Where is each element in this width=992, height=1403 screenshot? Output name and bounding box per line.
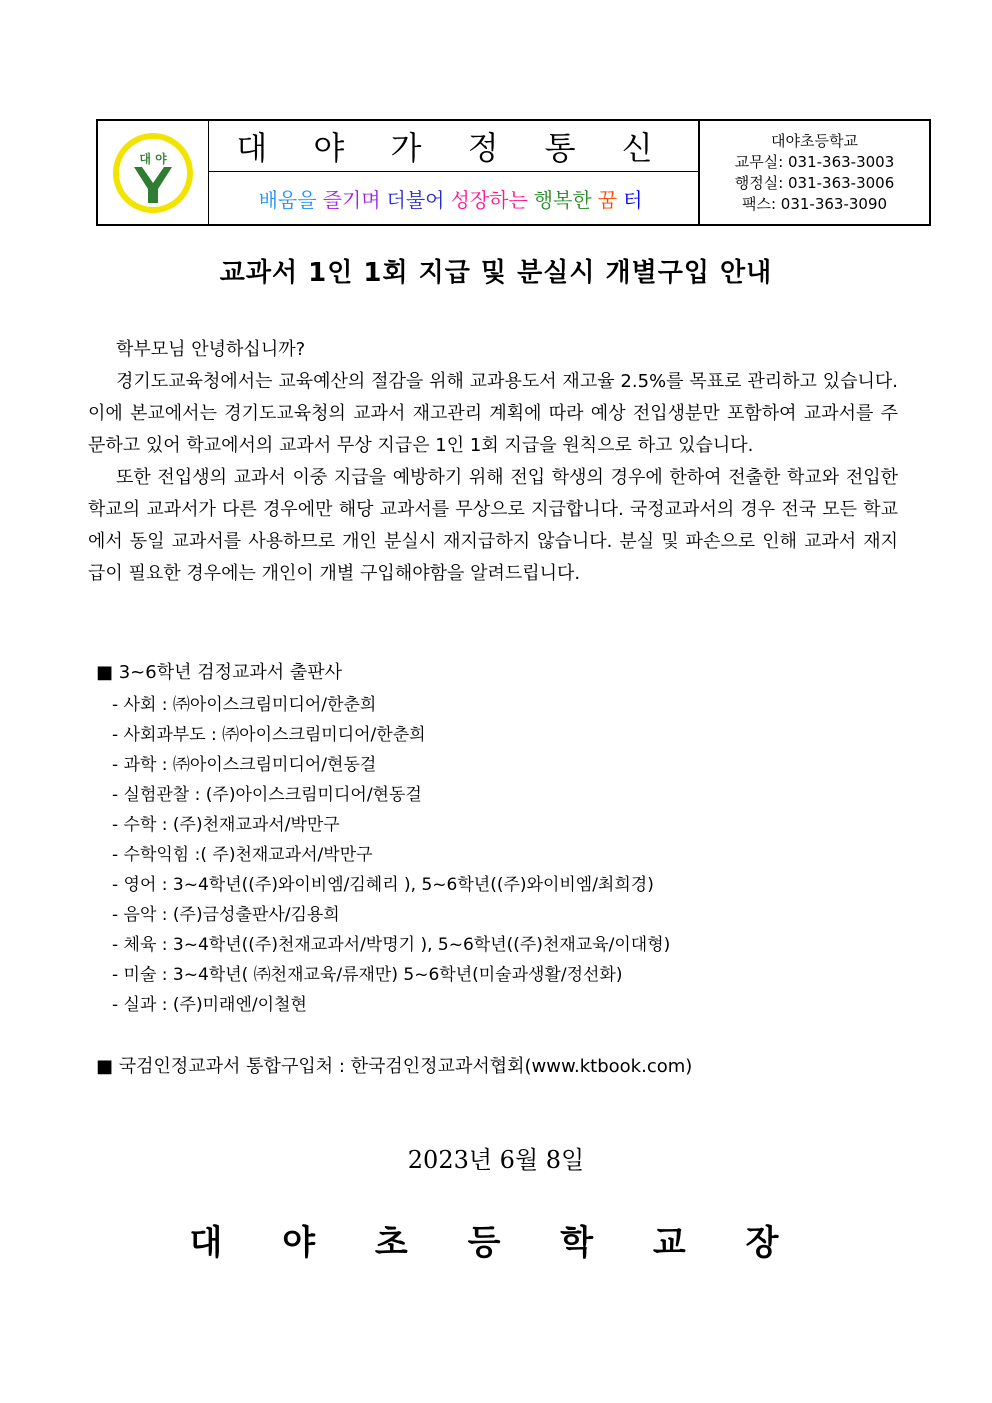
paragraph-1: 경기도교육청에서는 교육예산의 절감을 위해 교과용도서 재고율 2.5%를 목표로 관리하고 있습니다. 이에 본교에서는 경기도교육청의 교과서 재고관리 계획에 따라 예상 전입생분만 포함하여 교과서를 주문하고 있어 학교에서의 교과서 무상 지급은 1인 1회 지급을 원칙으로 하고 있습니다. (88, 371, 898, 456)
principal-signature: 대 야 초 등 학 교 장 (189, 1223, 803, 1263)
purchase-info: ■ 국검인정교과서 통합구입처 : 한국검인정교과서협회(www.ktbook.com) (96, 1056, 693, 1077)
newsletter-header (96, 119, 931, 226)
slogan-word: 행복한 (533, 187, 592, 212)
slogan-word: 꿈 (597, 187, 618, 212)
list-item: - 수학익힘 :( 주)천재교과서/박만구 (112, 845, 373, 865)
fax-number: 팩스: 031-363-3090 (741, 194, 888, 213)
slogan-word: 더불어 (386, 187, 445, 212)
newsletter-title: 대 야 가 정 통 신 (209, 121, 698, 172)
header-middle (209, 121, 700, 224)
list-item: - 미술 : 3~4학년( ㈜천재교육/류재만) 5~6학년(미술과생활/정선화) (112, 965, 623, 985)
document-title: 교과서 1인 1회 지급 및 분실시 개별구입 안내 (219, 258, 773, 288)
publisher-list (112, 690, 670, 1020)
list-item: - 사회 : ㈜아이스크림미디어/한춘희 (112, 695, 377, 715)
school-contact (700, 121, 929, 224)
list-item: - 수학 : (주)천재교과서/박만구 (112, 815, 340, 835)
list-item: - 실과 : (주)미래엔/이철현 (112, 995, 307, 1015)
office-phone: 교무실: 031-363-3003 (734, 152, 895, 171)
list-item: - 실험관찰 : (주)아이스크림미디어/현동걸 (112, 785, 422, 805)
slogan-word: 배움을 (258, 187, 317, 212)
publishers-heading: ■ 3~6학년 검정교과서 출판사 (96, 662, 343, 683)
school-slogan (209, 172, 698, 224)
document-date: 2023년 6월 8일 (407, 1146, 585, 1174)
slogan-word: 즐기며 (322, 187, 381, 212)
list-item: - 과학 : ㈜아이스크림미디어/현동걸 (112, 755, 377, 775)
list-item: - 영어 : 3~4학년((주)와이비엠/김혜리 ), 5~6학년((주)와이비엠/최희경) (112, 875, 654, 895)
logo-text: 대 야 (139, 152, 167, 166)
school-logo-icon (104, 127, 202, 219)
greeting: 학부모님 안녕하십니까? (116, 339, 306, 360)
school-name: 대야초등학교 (771, 131, 858, 150)
list-item: - 체육 : 3~4학년((주)천재교과서/박명기 ), 5~6학년((주)천재교육/이대형) (112, 935, 671, 955)
list-item: - 음악 : (주)금성출판사/김용희 (112, 905, 340, 925)
list-item: - 사회과부도 : ㈜아이스크림미디어/한춘희 (112, 725, 426, 745)
school-logo-cell (98, 121, 209, 224)
slogan-word: 터 (623, 187, 643, 212)
admin-phone: 행정실: 031-363-3006 (734, 173, 895, 192)
slogan-word: 성장하는 (450, 187, 528, 212)
paragraph-2: 또한 전입생의 교과서 이중 지급을 예방하기 위해 전입 학생의 경우에 한하여 전출한 학교와 전입한 학교의 교과서가 다른 경우에만 해당 교과서를 무상으로 지급합니다. 국정교과서의 경우 전국 모든 학교에서 동일 교과서를 사용하므로 개인 분실시 재지급하지 않습니다. 분실 및 파손으로 인해 교과서 재지급이 필요한 경우에는 개인이 개별 구입해야함을 알려드립니다. (88, 467, 898, 584)
body-text (88, 334, 898, 590)
